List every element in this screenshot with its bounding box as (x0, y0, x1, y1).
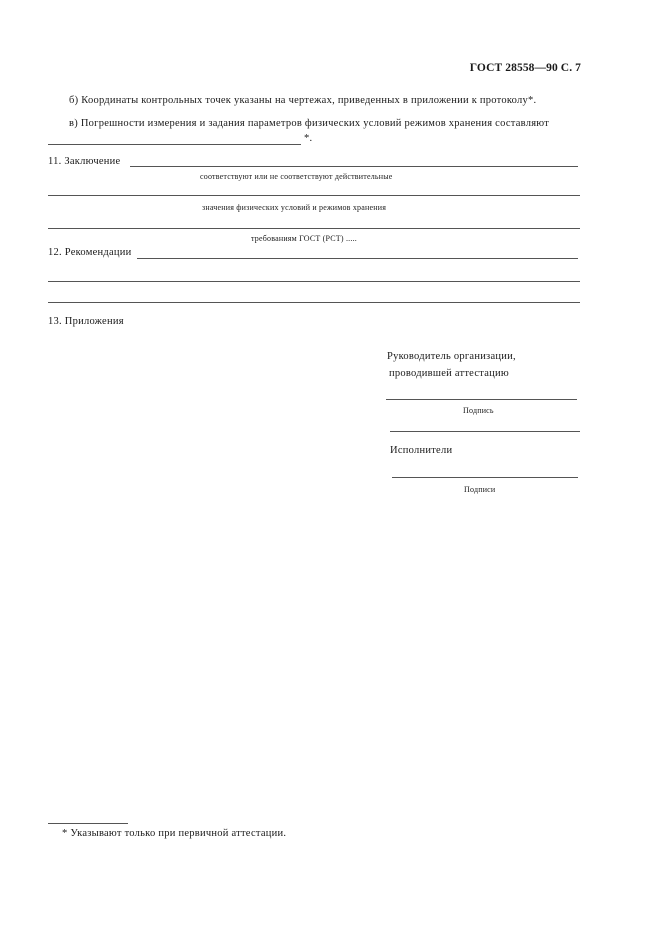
item-v-suffix: *. (304, 133, 313, 144)
conclusion-line-3 (48, 228, 580, 229)
head-signature-line (386, 399, 577, 400)
conclusion-caption-1: соответствуют или не соответствуют действительные (200, 172, 393, 181)
conclusion-line-2 (48, 195, 580, 196)
appendices-label: 13. Приложения (48, 316, 124, 327)
recommendations-label: 12. Рекомендации (48, 247, 132, 258)
item-v-fill-line (48, 144, 301, 145)
executors-label: Исполнители (390, 445, 453, 456)
conclusion-caption-3: требованиям ГОСТ (РСТ) ..... (251, 234, 357, 243)
signatures-caption: Подписи (464, 485, 496, 494)
page-header: ГОСТ 28558—90 С. 7 (469, 62, 581, 74)
head-title-line1: Руководитель организации, (387, 351, 516, 362)
conclusion-label: 11. Заключение (48, 156, 121, 167)
recommendations-line-2 (48, 281, 580, 282)
signature-caption: Подпись (463, 406, 494, 415)
footnote-separator (48, 823, 128, 824)
head-title-line2: проводившей аттестацию (389, 368, 509, 379)
footnote-text: * Указывают только при первичной аттестации. (62, 828, 287, 839)
conclusion-caption-2: значения физических условий и режимов хранения (202, 203, 387, 212)
executors-signature-line (392, 477, 578, 478)
item-b-text: б) Координаты контрольных точек указаны на чертежах, приведенных в приложении к протоколу*. (69, 95, 537, 106)
item-v-text: в) Погрешности измерения и задания параметров физических условий режимов хранения составляют (69, 118, 550, 129)
recommendations-fill-line (137, 258, 578, 259)
recommendations-line-3 (48, 302, 580, 303)
head-name-line (390, 431, 580, 432)
conclusion-fill-line (130, 166, 578, 167)
